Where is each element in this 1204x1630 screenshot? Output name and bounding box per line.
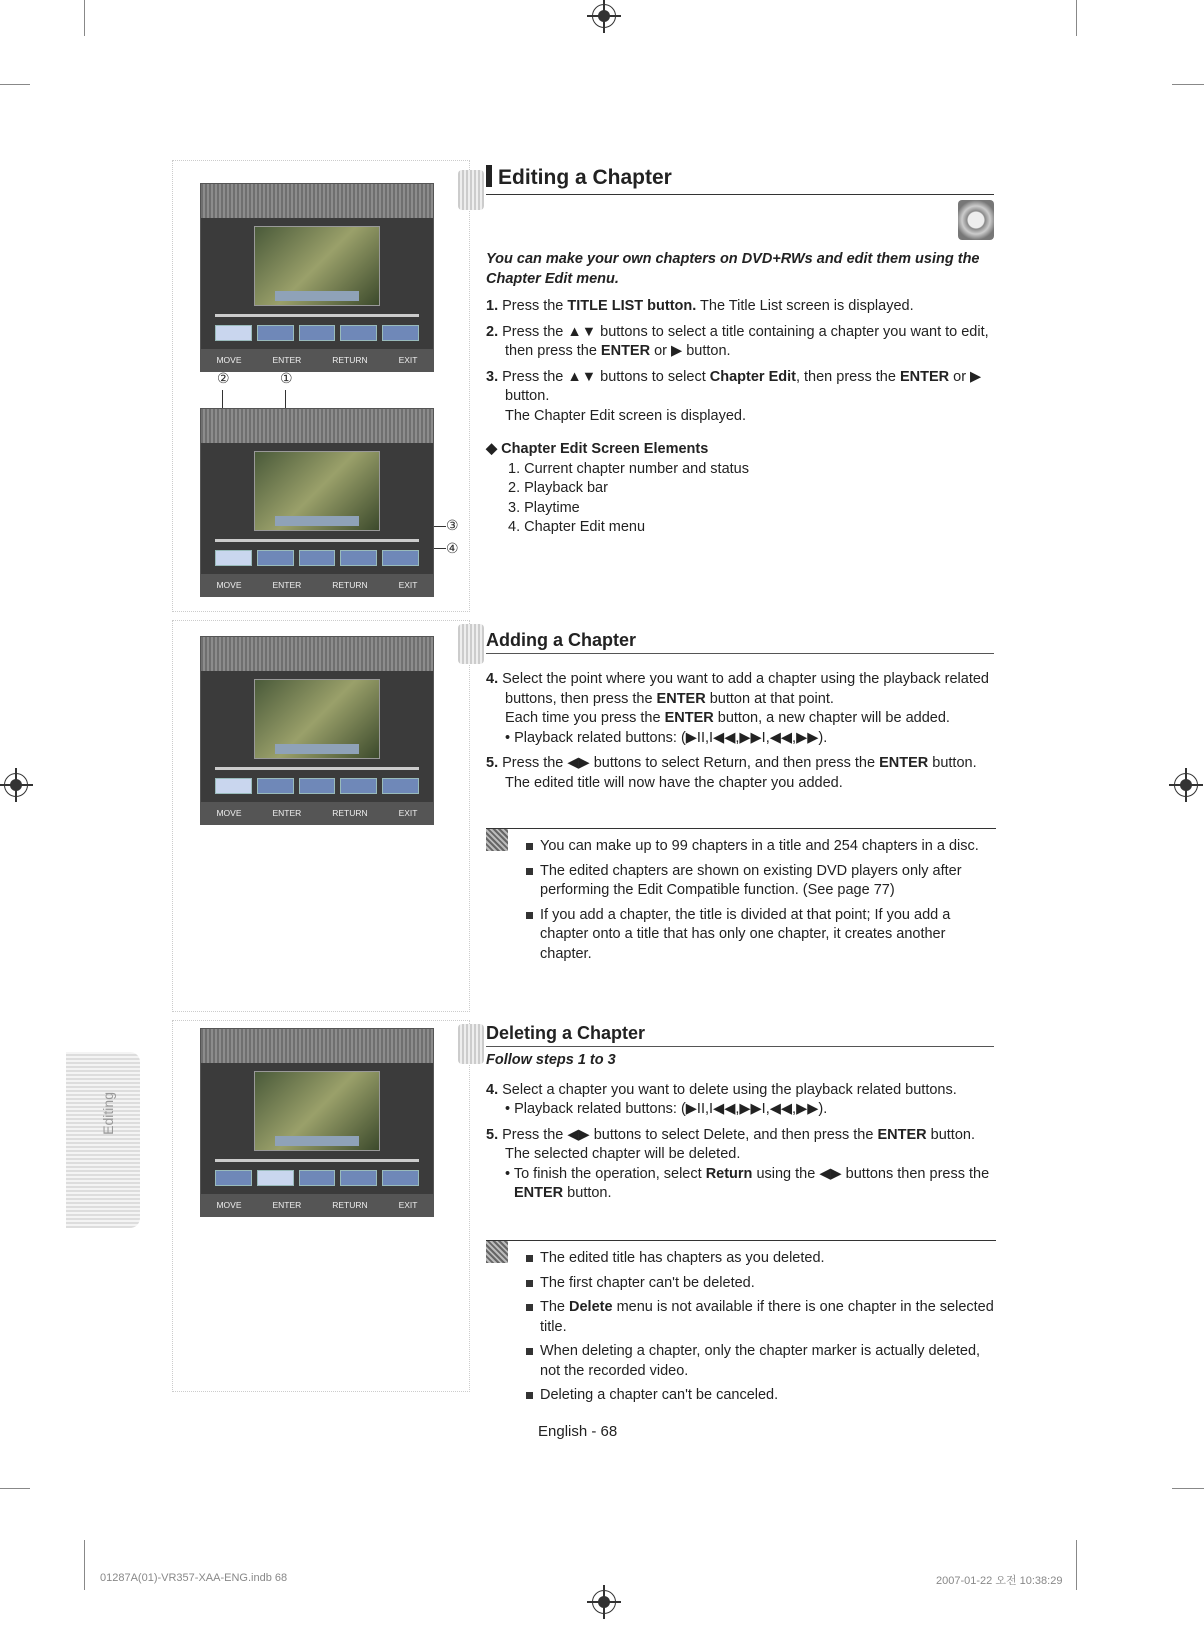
screen-nav	[201, 574, 433, 596]
screen-header	[201, 637, 433, 671]
chapter-edit-menu	[215, 550, 419, 566]
del-step-5: 5. Press the ◀▶ buttons to select Delete, and then press the ENTER button.	[486, 1126, 975, 1143]
nav-enter: ENTER	[272, 580, 302, 590]
chapter-edit-menu	[215, 1170, 419, 1186]
note-item: When deleting a chapter, only the chapter marker is actually deleted, not the recorded video.	[526, 1342, 996, 1381]
screen-nav	[201, 349, 433, 371]
element-item: 1. Current chapter number and status	[508, 460, 749, 477]
nav-exit: EXIT	[398, 580, 418, 590]
screen-header	[201, 184, 433, 218]
video-thumbnail	[254, 226, 380, 306]
registration-mark-icon	[592, 1590, 616, 1614]
page-title: Editing a Chapter	[486, 165, 994, 195]
registration-mark-icon	[592, 4, 616, 28]
intro-text: You can make your own chapters on DVD+RWs and edit them using the Chapter Edit menu.	[486, 251, 980, 287]
dvd-rw-disc-icon	[958, 200, 994, 240]
crop-mark	[1076, 0, 1077, 36]
note-item: Deleting a chapter can't be canceled.	[526, 1386, 996, 1406]
nav-return: RETURN	[332, 1200, 368, 1210]
print-file-info: 01287A(01)-VR357-XAA-ENG.indb 68	[100, 1572, 288, 1584]
section-side-tab	[66, 1052, 140, 1228]
callout-3: ③	[446, 517, 459, 533]
callout-2: ②	[217, 370, 230, 386]
video-thumbnail	[254, 451, 380, 531]
step-2: 2. Press the ▲▼ buttons to select a title containing a chapter you want to edit, then press the ENTER or ▶ button.	[486, 323, 989, 359]
nav-move: MOVE	[216, 355, 242, 365]
main-section	[486, 250, 996, 538]
nav-return: RETURN	[332, 355, 368, 365]
note-item: The Delete menu is not available if there is one chapter in the selected title.	[526, 1298, 996, 1337]
playback-bar	[215, 314, 419, 317]
note-item: If you add a chapter, the title is divided at that point; If you add a chapter onto a title that has only one chapter, it creates another chapter.	[526, 906, 996, 965]
add-step-5-result: The edited title will now have the chapter you added.	[505, 774, 843, 791]
chapter-edit-menu	[215, 778, 419, 794]
video-thumbnail	[254, 1071, 380, 1151]
playback-bar	[215, 539, 419, 542]
nav-enter: ENTER	[272, 1200, 302, 1210]
playback-bar	[215, 767, 419, 770]
nav-move: MOVE	[216, 580, 242, 590]
callout-4: ④	[446, 540, 459, 556]
crop-mark	[0, 1488, 30, 1489]
video-thumbnail	[254, 679, 380, 759]
deleting-section	[486, 1051, 996, 1210]
add-playback-buttons: • Playback related buttons: (▶II,I◀◀,▶▶I,◀◀,▶▶).	[505, 729, 828, 746]
adding-section	[486, 670, 996, 799]
add-notes	[486, 828, 996, 969]
crop-mark	[1172, 84, 1204, 85]
note-icon	[486, 1241, 508, 1263]
step-3-result: The Chapter Edit screen is displayed.	[505, 407, 746, 424]
crop-mark	[1076, 1540, 1077, 1590]
element-item: 2. Playback bar	[508, 480, 608, 496]
crop-mark	[84, 0, 85, 36]
note-item: The edited title has chapters as you deleted.	[526, 1249, 996, 1269]
crop-mark	[0, 84, 30, 85]
nav-enter: ENTER	[272, 355, 302, 365]
nav-return: RETURN	[332, 580, 368, 590]
screen-nav	[201, 1194, 433, 1216]
section-marker-icon	[458, 170, 484, 210]
note-icon	[486, 829, 508, 851]
print-timestamp: 2007-01-22 오전 10:38:29	[936, 1575, 1063, 1587]
elements-list	[486, 460, 996, 538]
chapter-edit-screen-2	[200, 408, 434, 597]
callout-1: ①	[280, 370, 293, 386]
playback-bar	[215, 1159, 419, 1162]
add-step-4: 4. Select the point where you want to add a chapter using the playback related buttons, then press the ENTER button at that point.	[486, 671, 989, 707]
page-number: English - 68	[538, 1423, 618, 1440]
nav-return: RETURN	[332, 808, 368, 818]
nav-exit: EXIT	[398, 355, 418, 365]
step-3: 3. Press the ▲▼ buttons to select Chapter Edit, then press the ENTER or ▶ button.	[486, 368, 982, 404]
chapter-edit-screen-3	[200, 636, 434, 825]
del-step-5-result: The selected chapter will be deleted.	[505, 1146, 741, 1162]
registration-mark-icon	[1174, 773, 1198, 797]
note-item: You can make up to 99 chapters in a title and 254 chapters in a disc.	[526, 837, 996, 857]
nav-move: MOVE	[216, 1200, 242, 1210]
del-finish-tip: • To finish the operation, select Return using the ◀▶ buttons then press the ENTER button.	[505, 1165, 990, 1201]
element-item: 4. Chapter Edit menu	[508, 519, 646, 535]
del-notes	[486, 1240, 996, 1411]
chapter-edit-screen-1	[200, 183, 434, 372]
note-item: The first chapter can't be deleted.	[526, 1274, 996, 1294]
del-step-4: 4. Select a chapter you want to delete using the playback related buttons.	[486, 1081, 957, 1098]
add-step-4-detail: Each time you press the ENTER button, a new chapter will be added.	[505, 710, 950, 726]
chapter-edit-screen-4	[200, 1028, 434, 1217]
screen-header	[201, 409, 433, 443]
crop-mark	[84, 1540, 85, 1590]
section-marker-icon	[458, 624, 484, 664]
nav-move: MOVE	[216, 808, 242, 818]
screen-nav	[201, 802, 433, 824]
follow-steps: Follow steps 1 to 3	[486, 1052, 616, 1068]
elements-title: ◆ Chapter Edit Screen Elements	[486, 441, 709, 457]
section-heading-adding: Adding a Chapter	[486, 630, 994, 654]
crop-mark	[1172, 1488, 1204, 1489]
registration-mark-icon	[4, 773, 28, 797]
note-item: The edited chapters are shown on existing DVD players only after performing the Edit Compatible function. (See page 77)	[526, 862, 996, 901]
del-playback-buttons: • Playback related buttons: (▶II,I◀◀,▶▶I,◀◀,▶▶).	[505, 1101, 828, 1117]
element-item: 3. Playtime	[508, 499, 580, 516]
side-tab-label: Editing	[100, 1092, 116, 1135]
section-heading-deleting: Deleting a Chapter	[486, 1023, 994, 1047]
nav-enter: ENTER	[272, 808, 302, 818]
add-step-5: 5. Press the ◀▶ buttons to select Return, and then press the ENTER button.	[486, 755, 977, 771]
nav-exit: EXIT	[398, 1200, 418, 1210]
chapter-edit-menu	[215, 325, 419, 341]
screen-header	[201, 1029, 433, 1063]
step-1: 1. Press the TITLE LIST button. The Title List screen is displayed.	[486, 298, 914, 314]
section-marker-icon	[458, 1024, 484, 1064]
nav-exit: EXIT	[398, 808, 418, 818]
